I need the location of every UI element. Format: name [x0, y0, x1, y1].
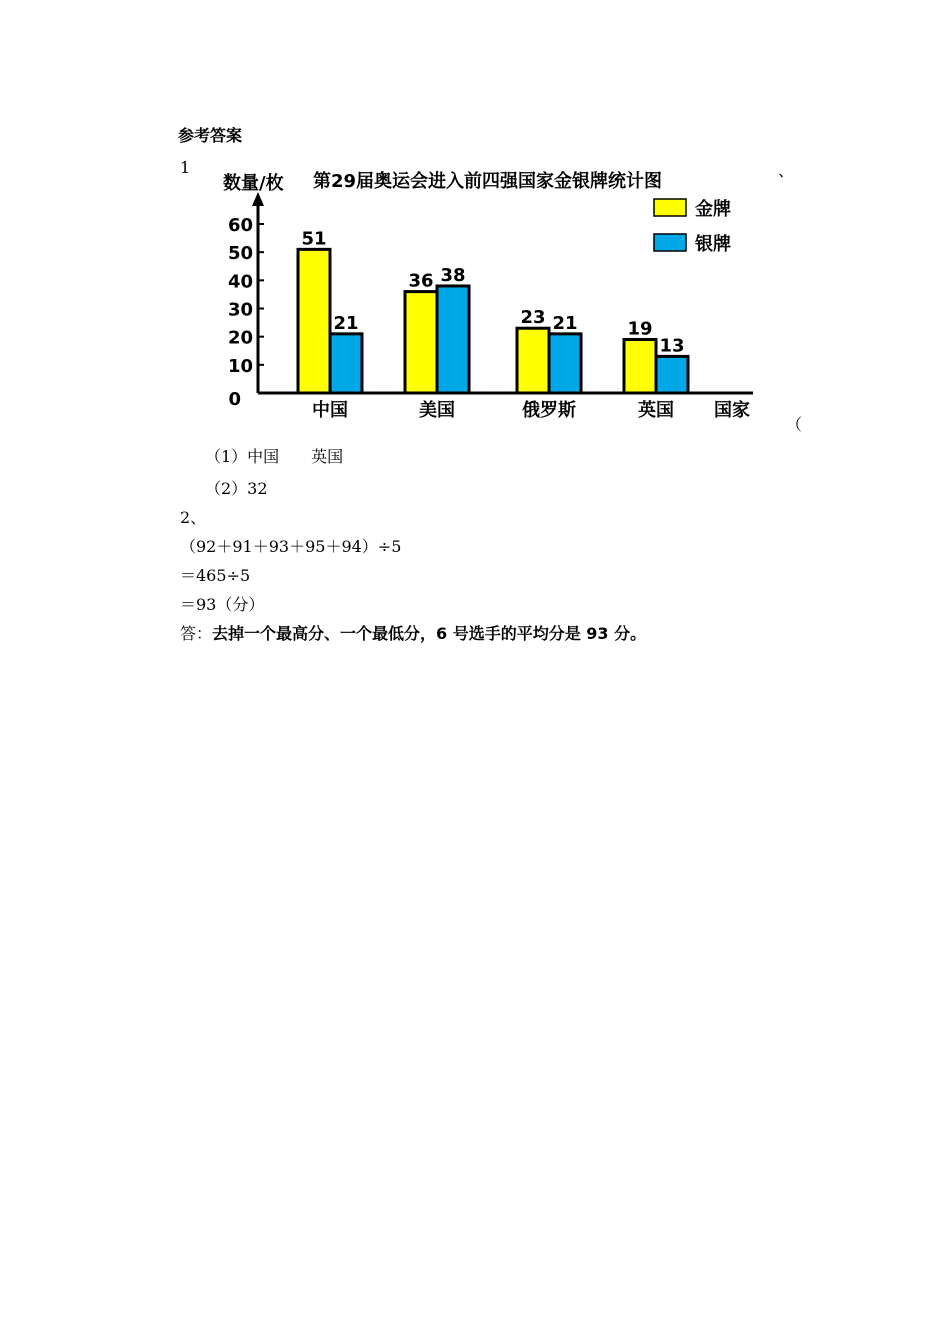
chart-legend — [654, 198, 731, 255]
bar-value-label: 21 — [333, 312, 359, 334]
bar-value-label: 13 — [659, 335, 685, 357]
stray-punctuation-top: 、 — [778, 161, 795, 180]
legend-label: 金牌 — [695, 199, 731, 220]
stray-punctuation-right: （ — [786, 415, 803, 434]
bar-gold — [405, 292, 437, 393]
question-1-number: 1 — [180, 158, 191, 177]
bar-gold — [624, 339, 656, 393]
category-label: 美国 — [419, 400, 455, 421]
calc-line-2: ＝465÷5 — [180, 566, 251, 585]
answer-1-part-1: （1）中国 英国 — [205, 447, 344, 466]
bar-value-label: 23 — [520, 307, 546, 329]
y-axis-arrowhead — [252, 192, 264, 206]
chart-title: 第29届奥运会进入前四强国家金银牌统计图 — [313, 171, 663, 192]
question-2-number: 2、 — [180, 508, 207, 527]
category-labels — [312, 399, 674, 421]
x-axis-label: 国家 — [714, 400, 750, 421]
y-tick-label: 30 — [227, 299, 253, 321]
legend-swatch — [654, 234, 686, 251]
bar-value-label: 51 — [301, 228, 327, 250]
legend-swatch — [654, 199, 686, 216]
category-label: 英国 — [638, 400, 674, 421]
calc-line-1: （92＋91＋93＋95＋94）÷5 — [180, 537, 402, 556]
page-heading: 参考答案 — [178, 126, 243, 145]
y-tick-label: 10 — [227, 355, 253, 377]
category-label: 俄罗斯 — [522, 400, 576, 421]
bar-gold — [298, 249, 330, 393]
category-label: 中国 — [312, 400, 348, 421]
bar-gold — [517, 328, 549, 393]
bar-silver — [437, 286, 469, 393]
bar-silver — [330, 334, 362, 393]
y-tick-label: 40 — [227, 271, 253, 293]
final-answer-text: 去掉一个最高分、一个最低分，6 号选手的平均分是 93 分。 — [212, 624, 647, 643]
bar-value-label: 21 — [552, 312, 578, 334]
y-tick-label: 20 — [227, 327, 253, 349]
bar-value-label: 36 — [408, 270, 434, 292]
bar-silver — [656, 356, 688, 393]
final-answer-line — [180, 621, 646, 644]
y-tick-label: 60 — [227, 215, 253, 236]
calc-line-3: ＝93（分） — [180, 595, 265, 614]
bar-value-label: 38 — [440, 264, 466, 286]
legend-label: 银牌 — [695, 234, 731, 255]
y-axis-label: 数量/枚 — [223, 173, 284, 194]
y-tick-label: 50 — [227, 243, 253, 265]
final-answer-prefix: 答： — [180, 624, 213, 643]
bar-value-label: 19 — [627, 318, 653, 340]
bar-silver — [549, 334, 581, 393]
medal-bar-chart — [205, 162, 765, 430]
y-tick-label: 0 — [228, 389, 241, 410]
answer-1-part-2: （2）32 — [205, 479, 268, 498]
